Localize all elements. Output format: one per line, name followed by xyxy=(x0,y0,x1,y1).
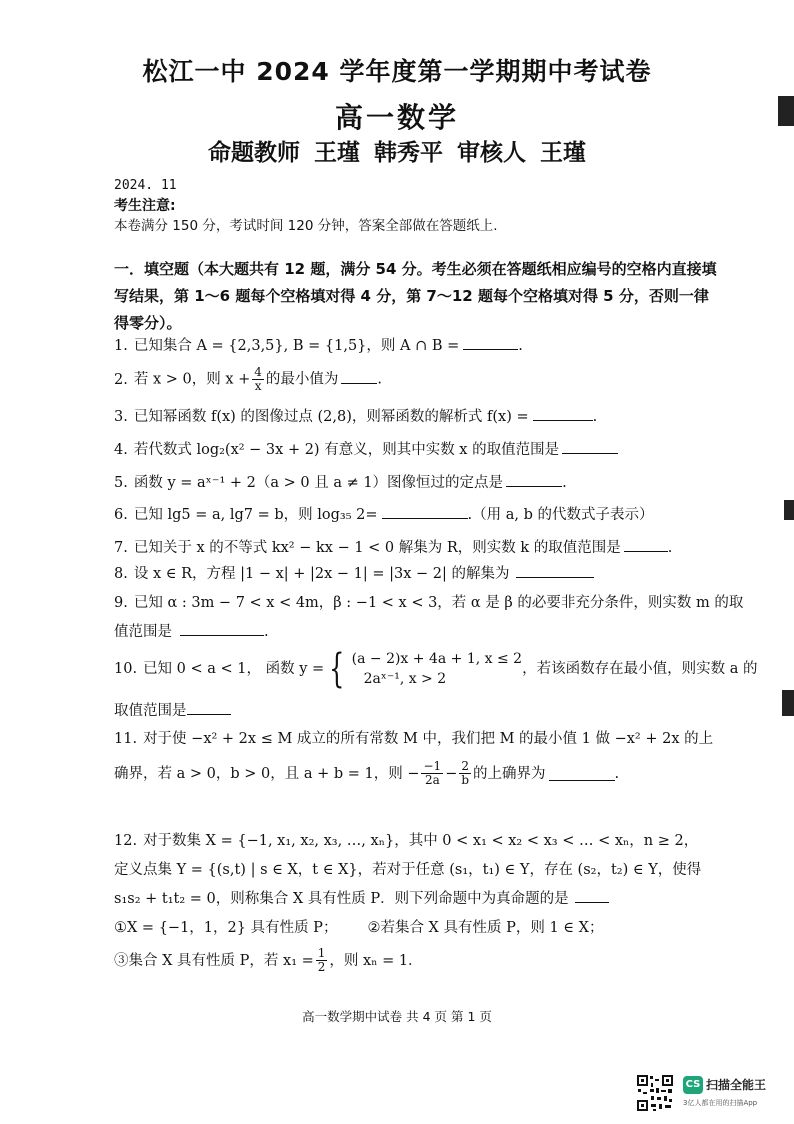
answer-blank xyxy=(549,766,615,781)
question-number: 5. xyxy=(114,475,128,491)
question-end: . xyxy=(562,475,567,491)
exam-title: 松江一中 2024 学年度第一学期期中考试卷 xyxy=(142,57,652,86)
answer-blank xyxy=(341,369,377,384)
question-6 xyxy=(114,502,720,528)
question-11 xyxy=(114,726,720,787)
notice-text: 本卷满分 150 分，考试时间 120 分钟，答案全部做在答题纸上. xyxy=(114,218,498,234)
question-text-line1: 对于数集 X = {−1, x₁, x₂, x₃, …, xₙ}，其中 0 < x₁ < x₂ < x₃ < … < xₙ，n ≥ 2， xyxy=(143,833,699,849)
question-text: 设 x ∈ R，方程 |1 − x| + |2x − 1| = |3x − 2| 的解集为 xyxy=(133,566,510,582)
question-10 xyxy=(114,646,758,724)
fraction-numerator: 4 xyxy=(254,365,262,379)
question-9 xyxy=(114,590,744,645)
fraction-denominator: 2a xyxy=(424,773,440,787)
question-number: 12. xyxy=(114,833,138,849)
question-end: . xyxy=(667,540,673,556)
fraction-2 xyxy=(459,760,471,787)
authors-line: 命题教师 王瑾 韩秀平 审核人 王瑾 xyxy=(207,140,587,166)
question-1 xyxy=(114,333,720,359)
answer-blank xyxy=(516,563,594,578)
fraction-numerator: 2 xyxy=(459,760,471,774)
question-number: 6. xyxy=(114,507,128,523)
answer-blank xyxy=(533,406,593,421)
subject-title: 高一数学 xyxy=(334,101,459,134)
question-end: . xyxy=(592,409,598,425)
question-text: 已知幂函数 f(x) 的图像过点 (2,8)，则幂函数的解析式 f(x) = xyxy=(133,409,529,425)
question-text: 已知关于 x 的不等式 kx² − kx − 1 < 0 解集为 R，则实数 k 的取值范围是 xyxy=(133,540,621,556)
answer-blank xyxy=(180,621,264,636)
notice-title: 考生注意: xyxy=(114,198,176,214)
question-number: 2. xyxy=(114,371,128,388)
answer-blank xyxy=(382,504,468,519)
section-heading: 一．填空题（本大题共有 12 题，满分 54 分。考生必须在答题纸相应编号的空格内直接填写结果，第 1～6 题每个空格填对得 4 分，第 7～12 题每个空格填对得 5 分，否则一律得零分）。 xyxy=(114,260,717,332)
answer-blank xyxy=(562,439,618,454)
question-text-line3: s₁s₂ + t₁t₂ = 0，则称集合 X 具有性质 P．则下列命题中为真命题的是 xyxy=(114,891,569,907)
question-number: 11. xyxy=(114,731,138,747)
fraction-denominator: b xyxy=(461,773,470,787)
option-3-tail: ，则 xₙ = 1． xyxy=(329,952,423,969)
question-5 xyxy=(114,470,720,496)
fraction xyxy=(316,947,328,974)
question-number: 9. xyxy=(114,595,128,611)
question-number: 4. xyxy=(114,442,128,458)
qr-code-icon xyxy=(636,1074,674,1112)
question-text: 对于使 −x² + 2x ≤ M 成立的所有常数 M 中，我们把 M 的最小值 1 做 −x² + 2x 的上 xyxy=(143,731,714,747)
piecewise-cases xyxy=(352,649,522,689)
question-end: . xyxy=(614,765,620,782)
question-end: . xyxy=(377,371,383,388)
question-text: 若代数式 log₂(x² − 3x + 2) 有意义，则其中实数 x 的取值范围是 xyxy=(133,442,560,458)
fraction xyxy=(252,366,264,393)
question-8 xyxy=(114,561,720,587)
case-2: 2aˣ⁻¹, x > 2 xyxy=(363,671,447,687)
question-number: 10. xyxy=(114,661,138,677)
answer-blank xyxy=(624,537,668,552)
question-text-line2: 确界，若 a > 0，b > 0，且 a + b = 1，则 − xyxy=(114,765,420,782)
question-text-line2: 取值范围是 xyxy=(114,703,187,719)
question-text: 已知集合 A = {2,3,5}, B = {1,5}，则 A ∩ B = xyxy=(133,338,460,354)
scanner-app-tagline: 3亿人都在用的扫描App xyxy=(683,1099,758,1107)
question-end: . xyxy=(264,624,269,640)
answer-blank xyxy=(463,335,518,350)
question-text-tail: 的上确界为 xyxy=(473,765,546,782)
answer-blank xyxy=(506,472,562,487)
question-number: 3. xyxy=(114,409,128,425)
fraction-denominator: x xyxy=(254,379,262,393)
question-text-line2: 值范围是 xyxy=(114,624,172,640)
fraction-numerator: 1 xyxy=(317,946,326,960)
question-text: 已知 lg5 = a, lg7 = b，则 log₃₅ 2= xyxy=(133,507,378,523)
fraction-denominator: 2 xyxy=(317,960,326,974)
question-text: 若 x > 0，则 x + xyxy=(133,371,251,388)
question-text: 已知 0 < a < 1， 函数 y = xyxy=(143,661,325,677)
fraction-numerator: −1 xyxy=(423,759,442,773)
question-end: . xyxy=(518,338,523,354)
question-2 xyxy=(114,366,720,393)
answer-blank xyxy=(575,888,609,903)
answer-blank xyxy=(187,700,231,715)
question-7 xyxy=(114,535,720,561)
piecewise-function xyxy=(324,646,523,692)
question-end: .（用 a, b 的代数式子表示） xyxy=(467,507,654,523)
question-number: 7. xyxy=(114,540,128,556)
option-3: ③集合 X 具有性质 P，若 x₁ = xyxy=(114,952,314,969)
question-text-tail: ，若该函数存在最小值，则实数 a 的 xyxy=(522,661,758,677)
scanner-app-name: 扫描全能王 xyxy=(706,1078,767,1092)
question-text-line2: 定义点集 Y = {(s,t) | s ∈ X，t ∈ X}，若对于任意 (s₁，t₁) ∈ Y，存在 (s₂，t₂) ∈ Y，使得 xyxy=(114,862,702,878)
question-text: 函数 y = aˣ⁻¹ + 2（a > 0 且 a ≠ 1）图像恒过的定点是 xyxy=(133,475,504,491)
question-text: 已知 α : 3m − 7 < x < 4m，β : −1 < x < 3，若 α 是 β 的必要非充分条件，则实数 m 的取 xyxy=(133,595,744,611)
question-3 xyxy=(114,404,720,430)
camscanner-logo-icon: CS xyxy=(683,1076,703,1094)
question-text-tail: 的最小值为 xyxy=(265,371,339,388)
option-1: ①X = {−1，1，2} 具有性质 P； xyxy=(114,920,338,936)
page-footer: 高一数学期中试卷 共 4 页 第 1 页 xyxy=(302,1009,492,1024)
case-1: (a − 2)x + 4a + 1, x ≤ 2 xyxy=(351,651,523,667)
scan-edge-mark xyxy=(782,690,794,716)
question-4 xyxy=(114,437,720,463)
brace-symbol: { xyxy=(329,646,345,692)
minus-sign: − xyxy=(445,765,458,782)
scan-edge-mark xyxy=(784,500,794,520)
scan-edge-mark xyxy=(778,96,794,126)
question-number: 8. xyxy=(114,566,128,582)
question-number: 1. xyxy=(114,338,128,354)
question-12 xyxy=(114,828,720,974)
option-2: ②若集合 X 具有性质 P，则 1 ∈ X； xyxy=(367,920,604,936)
fraction-1 xyxy=(421,760,443,787)
exam-date: 2024. 11 xyxy=(114,178,177,193)
